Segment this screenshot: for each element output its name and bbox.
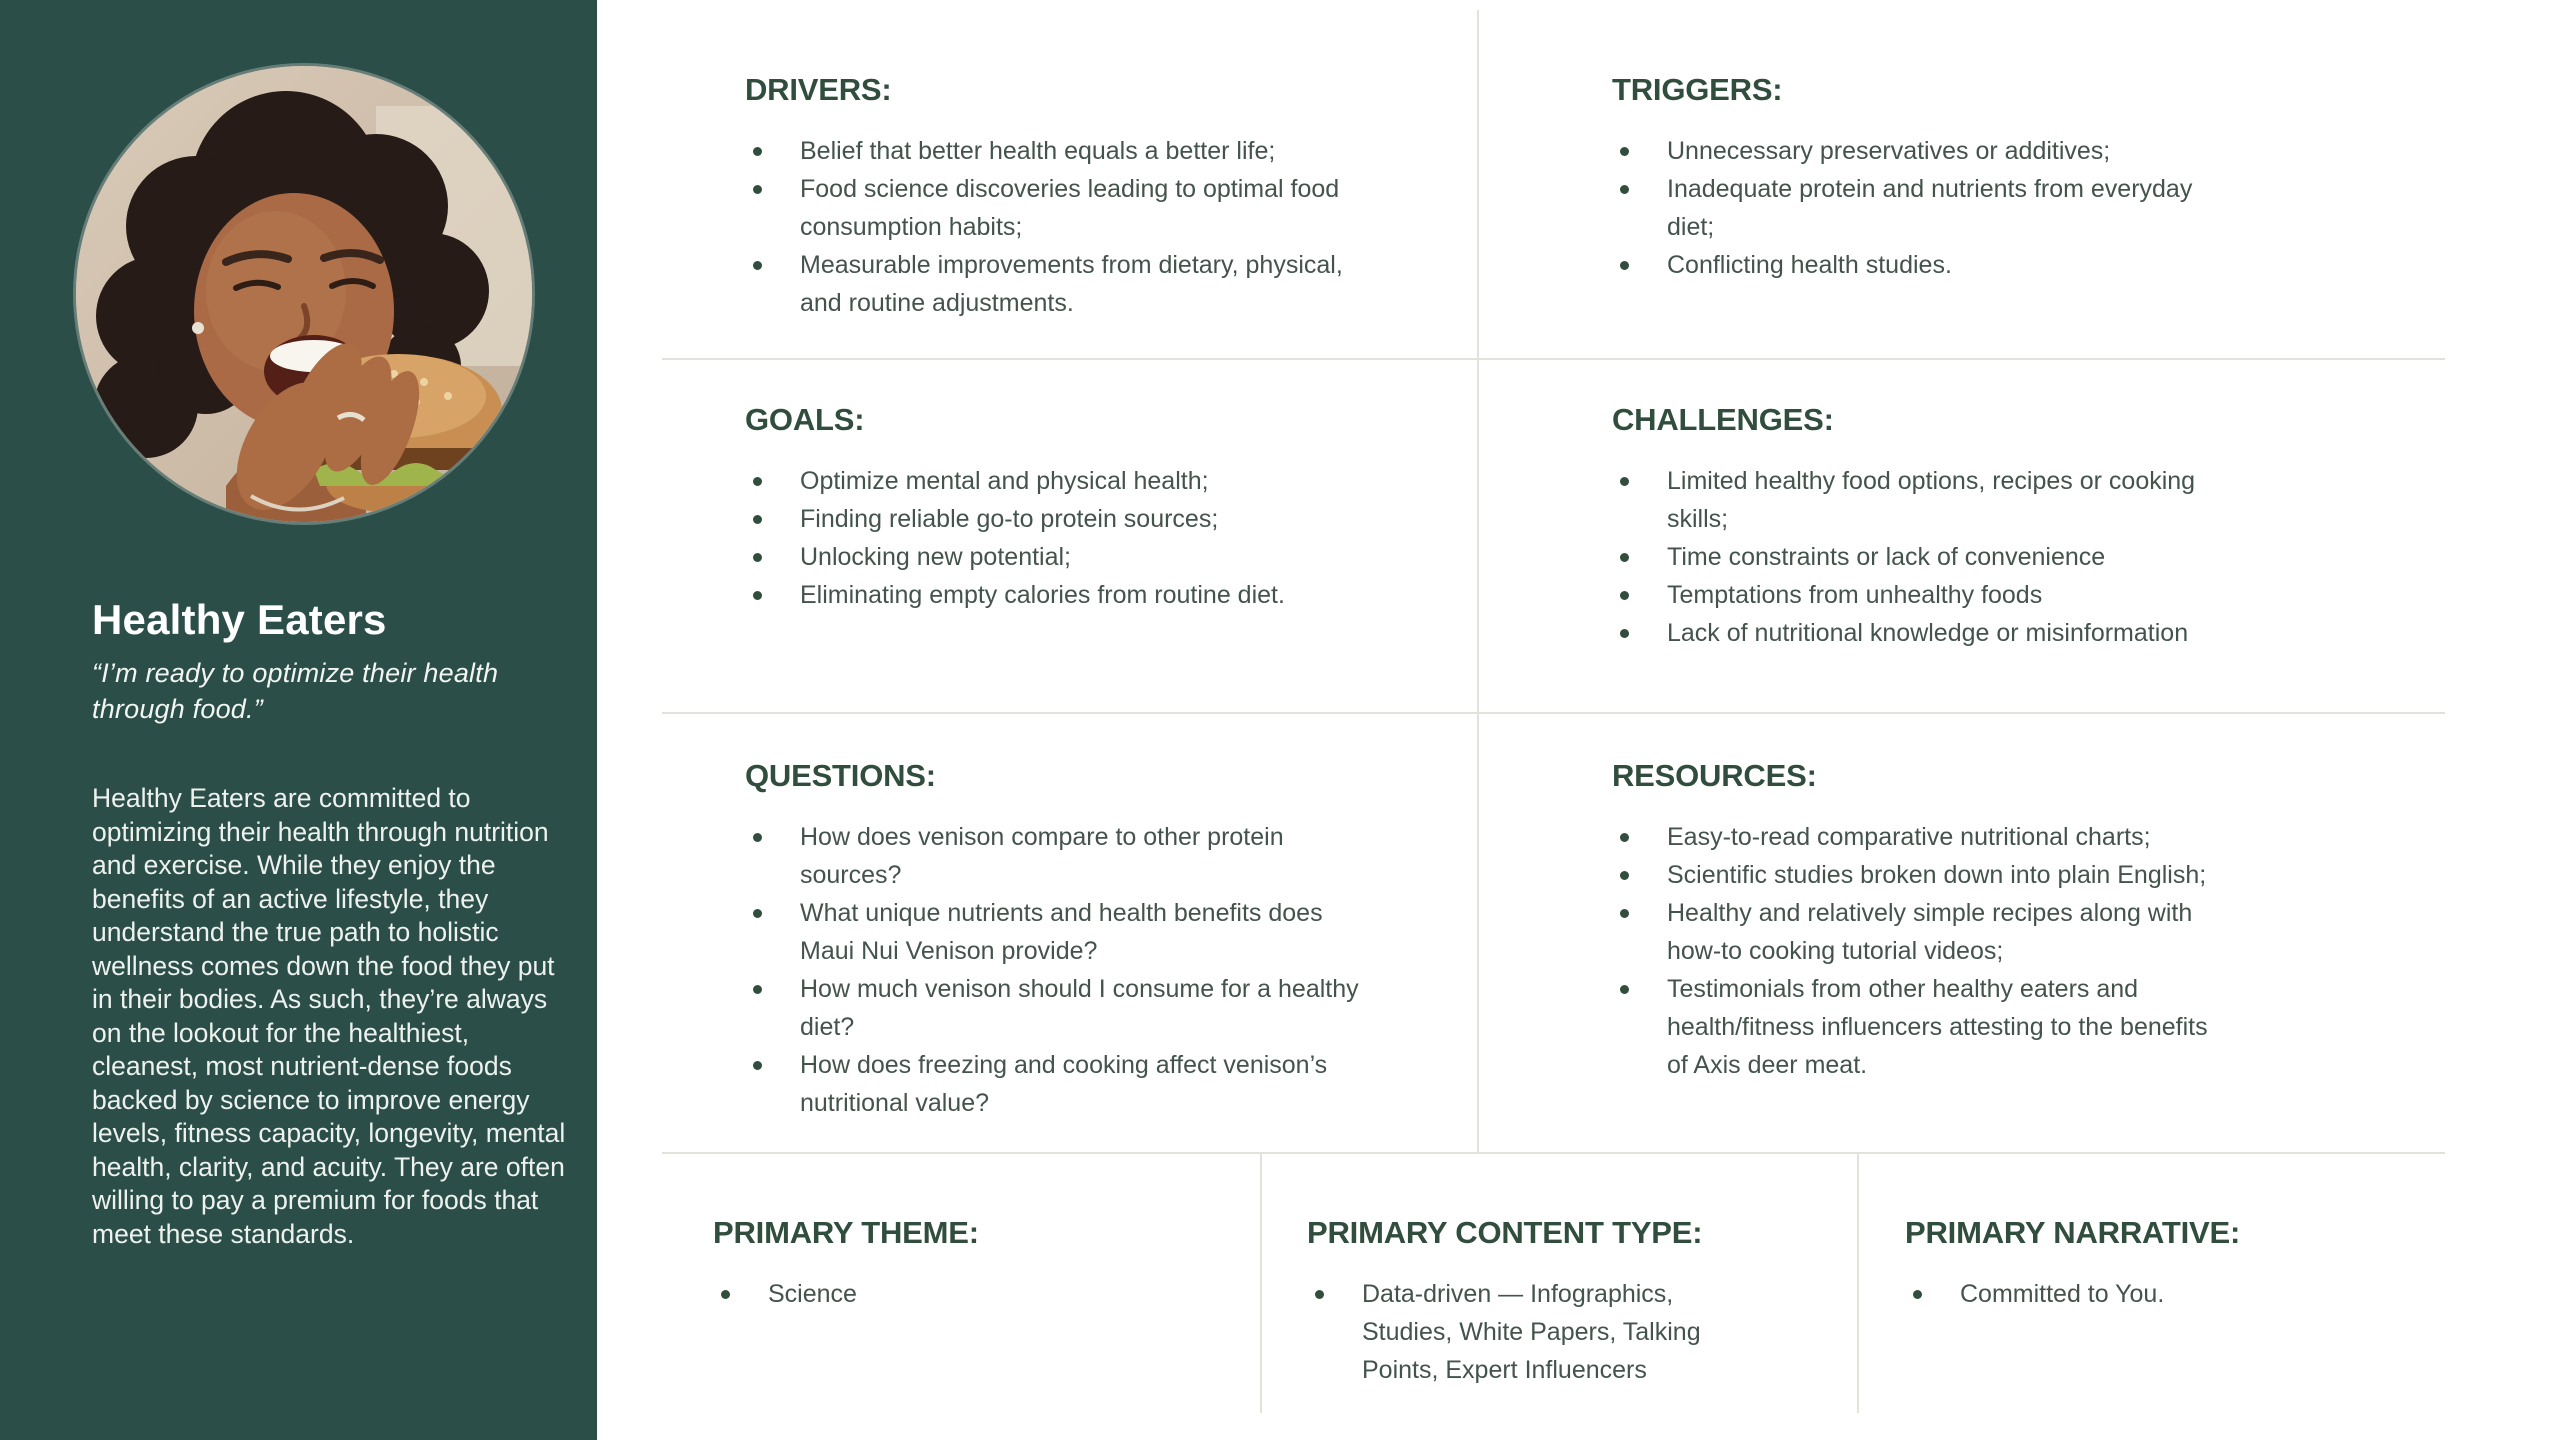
bullet-item: Unnecessary preservatives or additives; xyxy=(1612,132,2232,170)
persona-name: Healthy Eaters xyxy=(92,596,387,643)
bullet-item: How much venison should I consume for a healthy diet? xyxy=(745,970,1365,1046)
bullet-item: Data-driven — Infographics, Studies, White Papers, Talking Points, Expert Influencers xyxy=(1307,1275,1707,1389)
persona-quote: “I’m ready to optimize their health through food.” xyxy=(92,658,499,724)
bullet-item: What unique nutrients and health benefits does Maui Nui Venison provide? xyxy=(745,894,1365,970)
section-title-drivers: DRIVERS: xyxy=(745,72,892,107)
bullet-item: Lack of nutritional knowledge or misinformation xyxy=(1612,614,2232,652)
section-primary-narrative xyxy=(1905,1215,2465,1313)
bullet-item: Belief that better health equals a better life; xyxy=(745,132,1365,170)
divider-vertical-bottom-2 xyxy=(1857,1152,1859,1413)
bullet-item: Eliminating empty calories from routine diet. xyxy=(745,576,1365,614)
bullet-item: Finding reliable go-to protein sources; xyxy=(745,500,1365,538)
bullet-item: How does venison compare to other protein sources? xyxy=(745,818,1365,894)
list-drivers xyxy=(745,132,1425,322)
section-title-challenges: CHALLENGES: xyxy=(1612,402,1834,437)
list-triggers xyxy=(1612,132,2312,284)
section-primary-theme xyxy=(713,1215,1213,1313)
divider-horizontal-2 xyxy=(662,712,2445,714)
divider-vertical-main xyxy=(1477,10,1479,1152)
section-title-resources: RESOURCES: xyxy=(1612,758,1817,793)
section-title-goals: GOALS: xyxy=(745,402,865,437)
section-drivers xyxy=(745,72,1425,322)
bullet-item: Easy-to-read comparative nutritional charts; xyxy=(1612,818,2232,856)
bullet-item: How does freezing and cooking affect venison’s nutritional value? xyxy=(745,1046,1365,1122)
bullet-item: Optimize mental and physical health; xyxy=(745,462,1365,500)
divider-horizontal-1 xyxy=(662,358,2445,360)
bullet-item: Testimonials from other healthy eaters and health/fitness influencers attesting to the benefits of Axis deer meat. xyxy=(1612,970,2232,1084)
section-triggers xyxy=(1612,72,2312,284)
bullet-item: Measurable improvements from dietary, physical, and routine adjustments. xyxy=(745,246,1365,322)
bullet-item: Science xyxy=(713,1275,1153,1313)
persona-photo-illustration xyxy=(76,66,532,522)
divider-horizontal-3 xyxy=(662,1152,2445,1154)
persona-photo xyxy=(76,66,532,522)
bullet-item: Committed to You. xyxy=(1905,1275,2345,1313)
section-primary-content-type xyxy=(1307,1215,1807,1389)
section-title-primary-content-type: PRIMARY CONTENT TYPE: xyxy=(1307,1215,1703,1250)
list-resources xyxy=(1612,818,2312,1084)
bullet-item: Temptations from unhealthy foods xyxy=(1612,576,2232,614)
section-title-triggers: TRIGGERS: xyxy=(1612,72,1783,107)
section-questions xyxy=(745,758,1425,1122)
list-questions xyxy=(745,818,1425,1122)
bullet-item: Unlocking new potential; xyxy=(745,538,1365,576)
persona-description: Healthy Eaters are committed to optimizing their health through nutrition and exercise. While they enjoy the benefits of an active lifestyle, they understand the true path to holistic wellness comes down the food they put in their bodies. As such, they’re always on the lookout for the healthiest, cleanest, most nutrient-dense foods backed by science to improve energy levels, fitness capacity, longevity, mental health, clarity, and acuity. They are often willing to pay a premium for foods that meet these standards. xyxy=(92,783,566,1249)
section-resources xyxy=(1612,758,2312,1084)
list-primary-content-type xyxy=(1307,1275,1807,1389)
persona-sidebar xyxy=(0,0,597,1440)
list-goals xyxy=(745,462,1425,614)
list-challenges xyxy=(1612,462,2312,652)
bullet-item: Limited healthy food options, recipes or cooking skills; xyxy=(1612,462,2232,538)
bullet-item: Conflicting health studies. xyxy=(1612,246,2232,284)
section-title-primary-narrative: PRIMARY NARRATIVE: xyxy=(1905,1215,2241,1250)
section-challenges xyxy=(1612,402,2312,652)
section-goals xyxy=(745,402,1425,614)
bullet-item: Food science discoveries leading to optimal food consumption habits; xyxy=(745,170,1365,246)
section-title-primary-theme: PRIMARY THEME: xyxy=(713,1215,979,1250)
list-primary-narrative xyxy=(1905,1275,2465,1313)
bullet-item: Scientific studies broken down into plain English; xyxy=(1612,856,2232,894)
divider-vertical-bottom-1 xyxy=(1260,1152,1262,1413)
bullet-item: Healthy and relatively simple recipes along with how-to cooking tutorial videos; xyxy=(1612,894,2232,970)
bullet-item: Time constraints or lack of convenience xyxy=(1612,538,2232,576)
bullet-item: Inadequate protein and nutrients from everyday diet; xyxy=(1612,170,2232,246)
list-primary-theme xyxy=(713,1275,1213,1313)
section-title-questions: QUESTIONS: xyxy=(745,758,936,793)
